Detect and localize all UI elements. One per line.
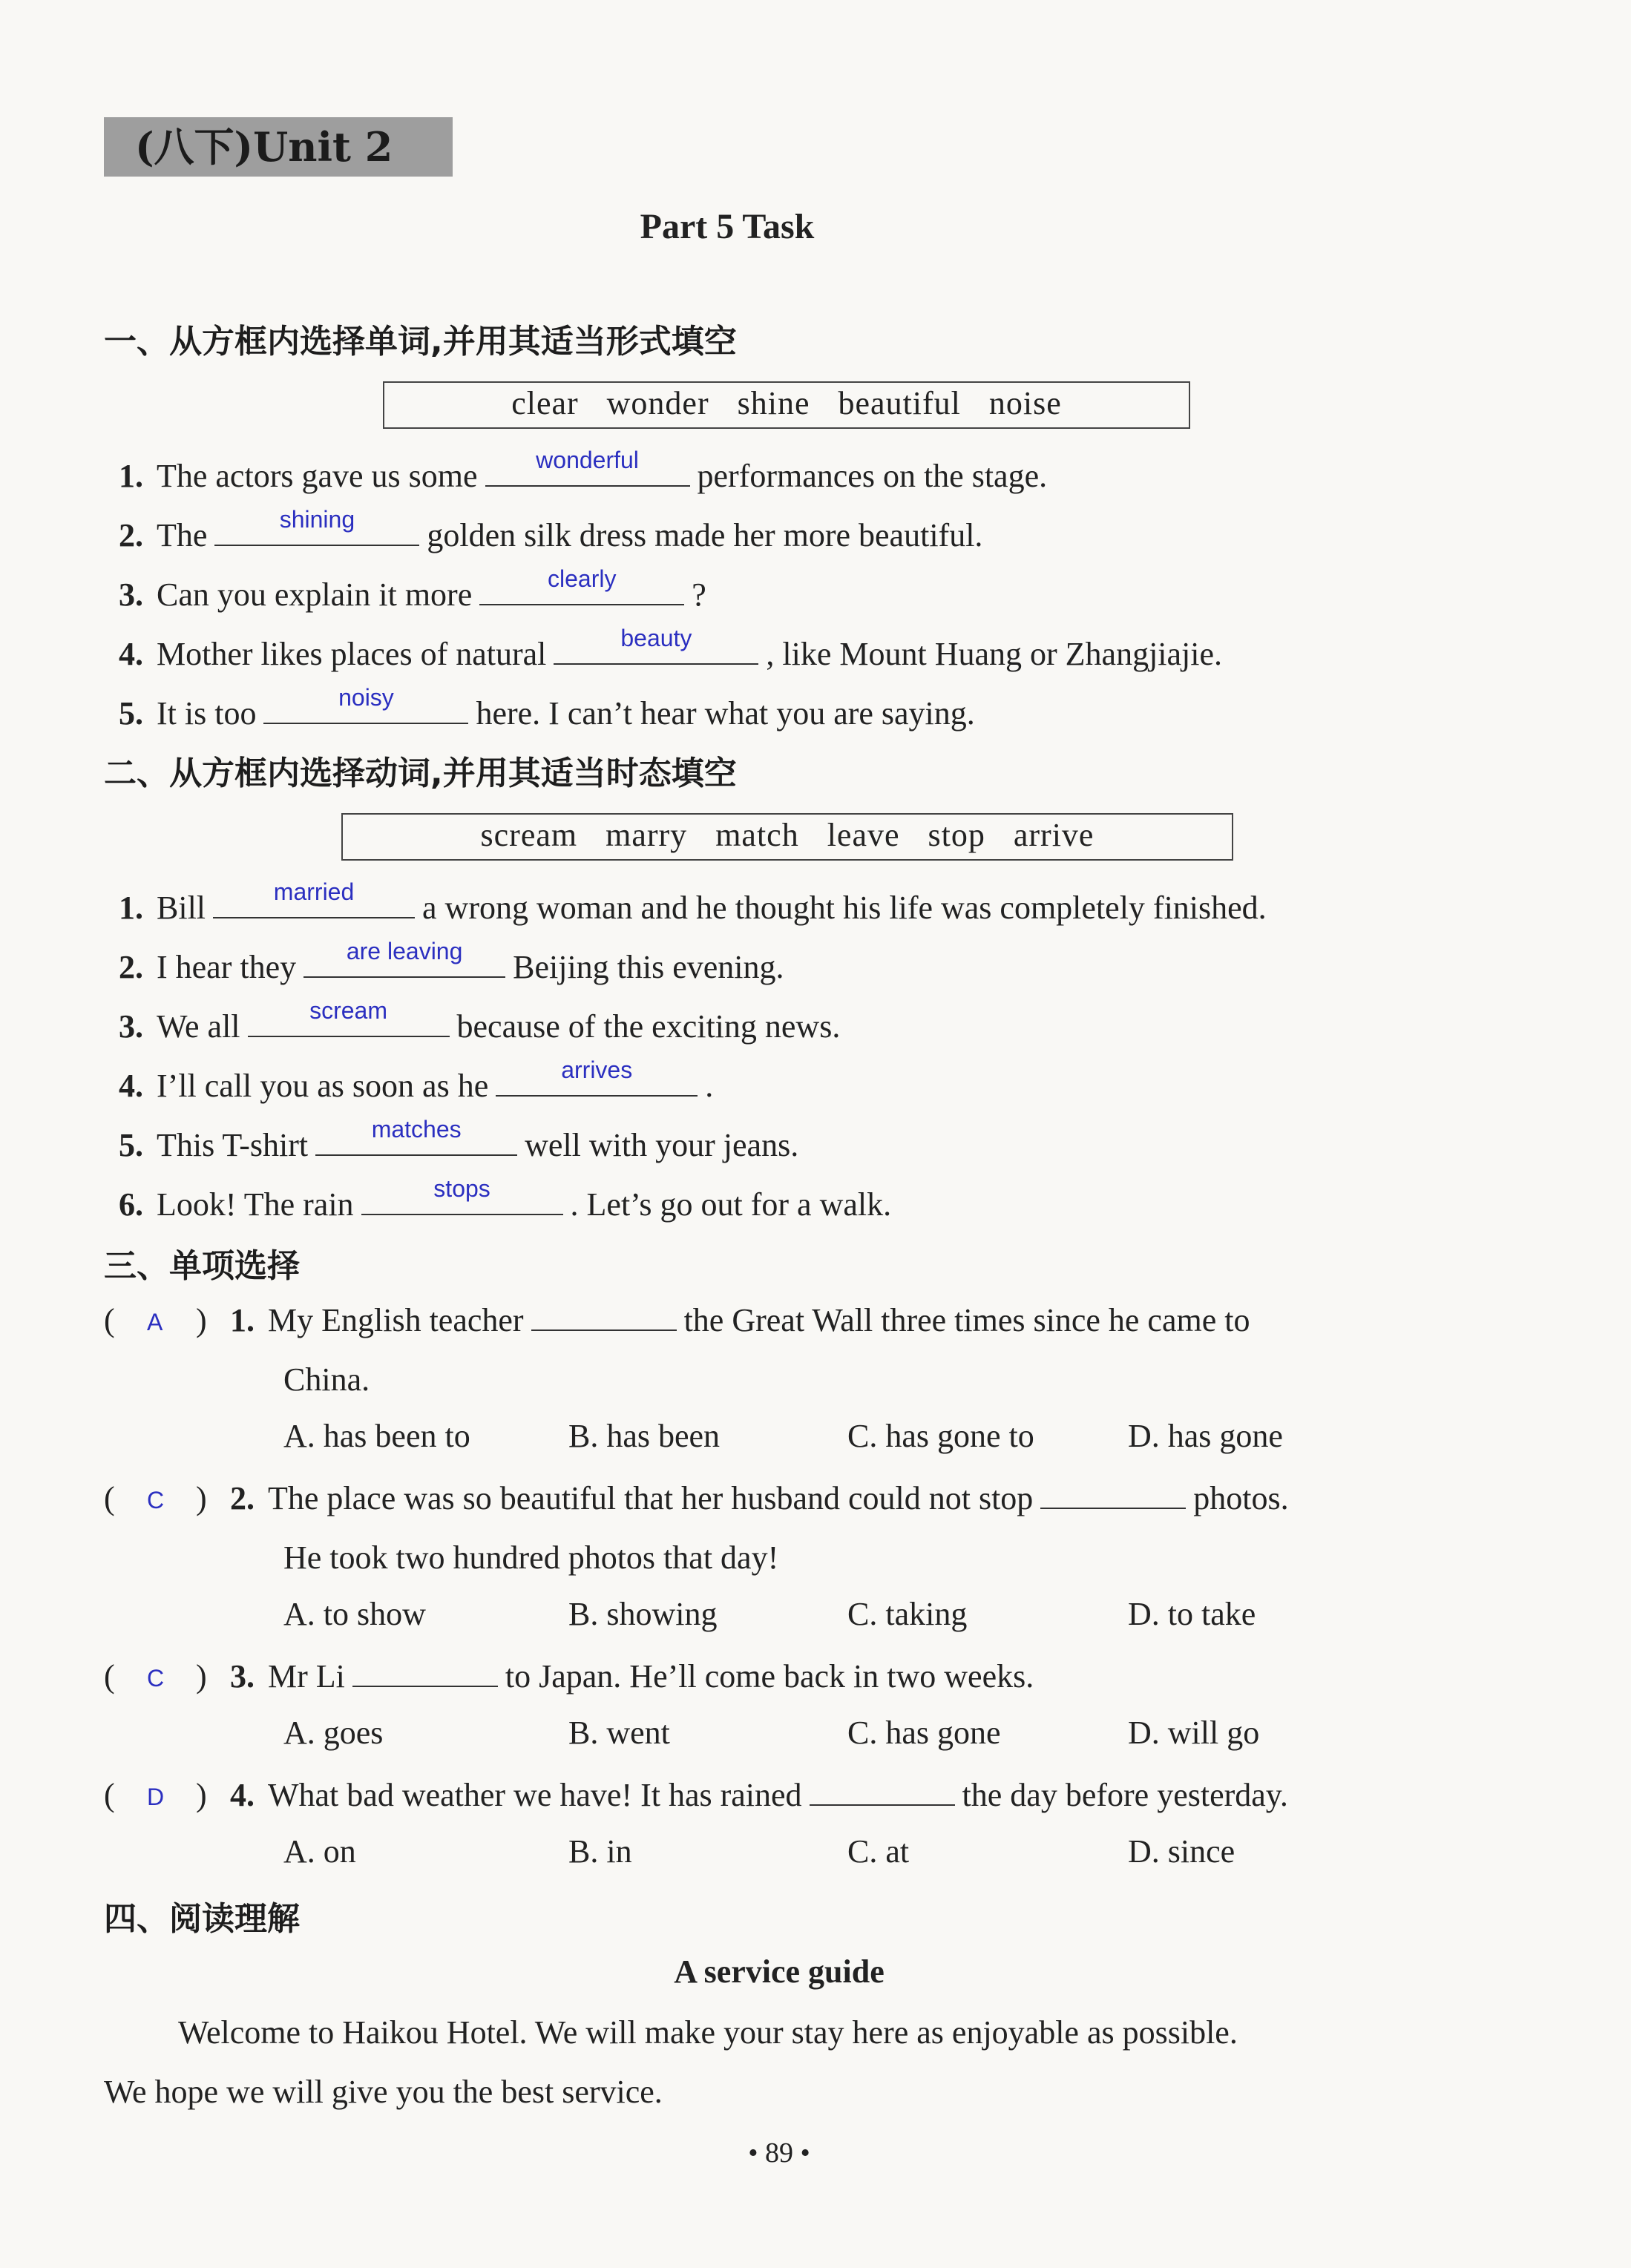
answer-blank[interactable] — [303, 938, 505, 978]
sentence-after: performances on the stage. — [697, 458, 1048, 494]
sentence-after: golden silk dress made her more beautiful. — [427, 517, 983, 553]
sentence-after: Beijing this evening. — [513, 949, 784, 985]
q2-line-2: He took two hundred photos that day! — [283, 1539, 779, 1576]
sentence-before: I’ll call you as soon as he — [157, 1068, 489, 1104]
item-number: 5. — [119, 695, 143, 732]
reading-paragraph-line-1: Welcome to Haikou Hotel. We will make your stay here as enjoyable as possible. — [178, 2014, 1238, 2051]
sentence-after: here. I can’t hear what you are saying. — [476, 695, 975, 732]
q1-line-1 — [230, 1298, 1250, 1343]
answer-blank[interactable] — [485, 447, 690, 487]
paren-close: ) — [196, 1480, 207, 1516]
q4-option-c: C. at — [847, 1833, 910, 1870]
sentence-before: Look! The rain — [157, 1186, 354, 1223]
s1-item-3 — [119, 565, 706, 617]
item-number: 6. — [119, 1186, 143, 1223]
answer-blank[interactable] — [213, 878, 415, 918]
s1-item-2 — [119, 506, 983, 558]
question-text: My English teacher — [268, 1302, 524, 1338]
item-number: 3. — [119, 1008, 143, 1045]
answer-paren-q2[interactable] — [104, 1476, 215, 1521]
q4-option-a: A. on — [283, 1833, 356, 1870]
answer-blank[interactable] — [554, 625, 758, 665]
handwritten-answer: shining — [279, 506, 355, 533]
item-number: 2. — [230, 1480, 255, 1516]
word: scream — [480, 817, 578, 853]
handwritten-choice: C — [147, 1665, 165, 1692]
question-blank — [1040, 1478, 1186, 1509]
handwritten-answer: scream — [309, 997, 387, 1024]
q1-option-c: C. has gone to — [847, 1418, 1034, 1454]
answer-blank[interactable] — [263, 684, 468, 724]
sentence-after: because of the exciting news. — [456, 1008, 841, 1045]
word: clear — [511, 385, 579, 421]
sentence-before: Can you explain it more — [157, 576, 473, 613]
handwritten-choice: D — [147, 1784, 165, 1810]
handwritten-answer: noisy — [338, 684, 394, 711]
s1-item-1 — [119, 447, 1048, 499]
handwritten-answer: matches — [371, 1116, 462, 1143]
q3-option-a: A. goes — [283, 1715, 384, 1751]
q2-option-c: C. taking — [847, 1596, 968, 1632]
question-text: to Japan. He’ll come back in two weeks. — [505, 1658, 1034, 1695]
answer-paren-q3[interactable] — [104, 1654, 215, 1699]
word: stop — [928, 817, 985, 853]
question-text: the day before yesterday. — [962, 1777, 1288, 1813]
word-box-2 — [341, 813, 1233, 861]
sentence-before: The actors gave us some — [157, 458, 478, 494]
handwritten-answer: stops — [433, 1175, 490, 1202]
page-number: • 89 • — [748, 2137, 810, 2169]
question-text: What bad weather we have! It has rained — [268, 1777, 802, 1813]
reading-title: A service guide — [674, 1953, 885, 1990]
s2-item-1 — [119, 878, 1267, 930]
s1-item-5 — [119, 684, 975, 736]
paren-close: ) — [196, 1658, 207, 1695]
handwritten-answer: arrives — [561, 1056, 633, 1083]
handwritten-answer: beauty — [620, 625, 692, 651]
q1-line-2: China. — [283, 1361, 370, 1398]
q2-option-d: D. to take — [1128, 1596, 1256, 1632]
q4-line-1 — [230, 1773, 1288, 1818]
sentence-before: Bill — [157, 890, 206, 926]
answer-blank[interactable] — [361, 1175, 563, 1215]
q4-option-d: D. since — [1128, 1833, 1235, 1870]
item-number: 3. — [119, 576, 143, 613]
sentence-after: , like Mount Huang or Zhangjiajie. — [766, 636, 1223, 672]
answer-blank[interactable] — [315, 1116, 517, 1156]
sentence-before: Mother likes places of natural — [157, 636, 547, 672]
word: arrive — [1013, 817, 1095, 853]
s2-item-5 — [119, 1116, 799, 1168]
item-number: 3. — [230, 1658, 255, 1695]
q1-option-d: D. has gone — [1128, 1418, 1283, 1454]
handwritten-answer: wonderful — [536, 447, 639, 473]
paren-open: ( — [104, 1480, 115, 1516]
item-number: 4. — [119, 636, 143, 672]
q4-option-b: B. in — [568, 1833, 632, 1870]
paren-close: ) — [196, 1777, 207, 1813]
q2-option-b: B. showing — [568, 1596, 718, 1632]
q3-option-b: B. went — [568, 1715, 670, 1751]
unit-tag: (八下)Unit 2 — [104, 117, 453, 177]
s1-item-4 — [119, 625, 1223, 677]
word: beautiful — [838, 385, 961, 421]
paren-open: ( — [104, 1658, 115, 1695]
q3-option-d: D. will go — [1128, 1715, 1260, 1751]
sentence-before: This T-shirt — [157, 1127, 309, 1163]
question-text: photos. — [1193, 1480, 1289, 1516]
s2-item-4 — [119, 1056, 714, 1108]
item-number: 4. — [230, 1777, 255, 1813]
answer-paren-q4[interactable] — [104, 1773, 215, 1818]
sentence-before: I hear they — [157, 949, 297, 985]
sentence-before: It is too — [157, 695, 257, 732]
sentence-before: We all — [157, 1008, 240, 1045]
answer-paren-q1[interactable] — [104, 1298, 215, 1343]
answer-blank[interactable] — [248, 997, 450, 1037]
q2-line-1 — [230, 1476, 1289, 1521]
question-blank — [352, 1656, 498, 1687]
question-blank — [531, 1300, 677, 1331]
item-number: 4. — [119, 1068, 143, 1104]
handwritten-answer: married — [273, 878, 355, 905]
s2-item-2 — [119, 938, 784, 990]
question-text: the Great Wall three times since he came to — [683, 1302, 1250, 1338]
word: wonder — [606, 385, 709, 421]
question-text: The place was so beautiful that her husband could not stop — [268, 1480, 1034, 1516]
word: shine — [737, 385, 810, 421]
item-number: 1. — [119, 890, 143, 926]
sentence-after: . Let’s go out for a walk. — [570, 1186, 892, 1223]
sentence-before: The — [157, 517, 208, 553]
question-blank — [810, 1775, 955, 1806]
paren-close: ) — [196, 1302, 207, 1338]
sentence-after: well with your jeans. — [525, 1127, 799, 1163]
sentence-after: . — [705, 1068, 714, 1104]
answer-blank[interactable] — [214, 506, 419, 546]
s2-item-3 — [119, 997, 841, 1049]
section-2-heading: 二、从方框内选择动词,并用其适当时态填空 — [104, 755, 737, 792]
sentence-after: a wrong woman and he thought his life was completely finished. — [422, 890, 1267, 926]
word-box-1 — [383, 381, 1190, 429]
word: leave — [827, 817, 900, 853]
paren-open: ( — [104, 1777, 115, 1813]
q2-option-a: A. to show — [283, 1596, 426, 1632]
sentence-after: ? — [692, 576, 706, 613]
section-4-heading: 四、阅读理解 — [104, 1900, 300, 1938]
question-text: Mr Li — [268, 1658, 345, 1695]
s2-item-6 — [119, 1175, 892, 1227]
reading-paragraph-line-2: We hope we will give you the best service. — [104, 2074, 663, 2110]
q1-option-b: B. has been — [568, 1418, 721, 1454]
word: marry — [606, 817, 688, 853]
q1-option-a: A. has been to — [283, 1418, 470, 1454]
paren-open: ( — [104, 1302, 115, 1338]
word: noise — [988, 385, 1062, 421]
item-number: 1. — [119, 458, 143, 494]
handwritten-choice: C — [147, 1487, 165, 1513]
answer-blank[interactable] — [479, 565, 684, 605]
item-number: 5. — [119, 1127, 143, 1163]
item-number: 2. — [119, 949, 143, 985]
handwritten-answer: clearly — [548, 565, 617, 592]
item-number: 1. — [230, 1302, 255, 1338]
word: match — [715, 817, 799, 853]
section-1-heading: 一、从方框内选择单词,并用其适当形式填空 — [104, 323, 737, 361]
page-title: Part 5 Task — [640, 207, 815, 246]
section-3-heading: 三、单项选择 — [104, 1247, 300, 1285]
answer-blank[interactable] — [496, 1056, 698, 1097]
handwritten-choice: A — [147, 1309, 163, 1335]
item-number: 2. — [119, 517, 143, 553]
q3-option-c: C. has gone — [847, 1715, 1001, 1751]
q3-line-1 — [230, 1654, 1034, 1699]
handwritten-answer: are leaving — [346, 938, 463, 964]
